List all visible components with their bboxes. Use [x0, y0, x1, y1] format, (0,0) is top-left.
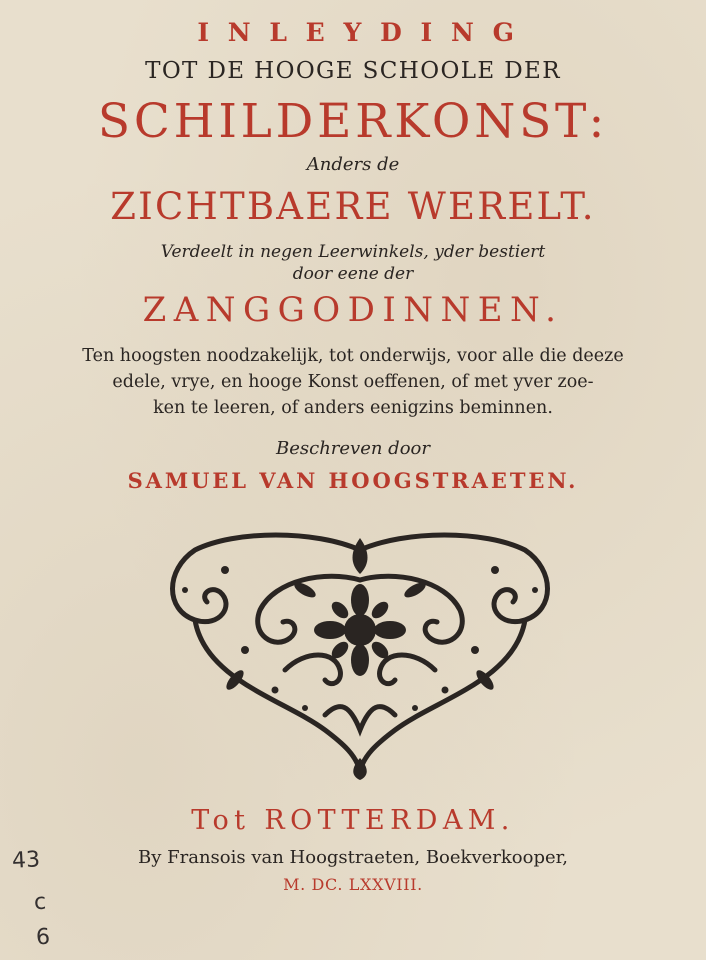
body-line-3: ken te leeren, of anders eenigzins beminnen. [153, 398, 553, 418]
zanggodinnen-title: ZANGGODINNEN. [142, 290, 564, 330]
description-line-1: Verdeelt in negen Leerwinkels, yder bestiert [160, 242, 546, 262]
publisher-line: By Fransois van Hoogstraeten, Boekverkooper, [138, 847, 568, 868]
author-name: SAMUEL VAN HOOGSTRAETEN. [127, 468, 579, 493]
floral-vignette-icon [165, 530, 555, 780]
description-line-2: door eene der [292, 264, 414, 284]
subtitle-line: TOT DE HOOGE SCHOOLE DER [145, 58, 561, 84]
author-intro: Beschreven door [276, 438, 430, 459]
anders-de-line: Anders de [306, 154, 400, 175]
date-line: M. DC. LXXVIII. [283, 875, 423, 894]
handwritten-mark-3: 6 [35, 924, 51, 951]
heading-inleyding: INLEYDING [197, 18, 533, 47]
second-title: ZICHTBAERE WERELT. [110, 185, 596, 228]
handwritten-mark-2: c [33, 889, 47, 916]
handwritten-mark-1: 43 [11, 847, 41, 874]
body-line-1: Ten hoogsten noodzakelijk, tot onderwijs, voor alle die deeze [82, 346, 624, 366]
place-line: Tot ROTTERDAM. [191, 805, 515, 836]
body-line-2: edele, vrye, en hooge Konst oeffenen, of met yver zoe- [112, 372, 594, 392]
main-title: SCHILDERKONST: [97, 94, 609, 149]
